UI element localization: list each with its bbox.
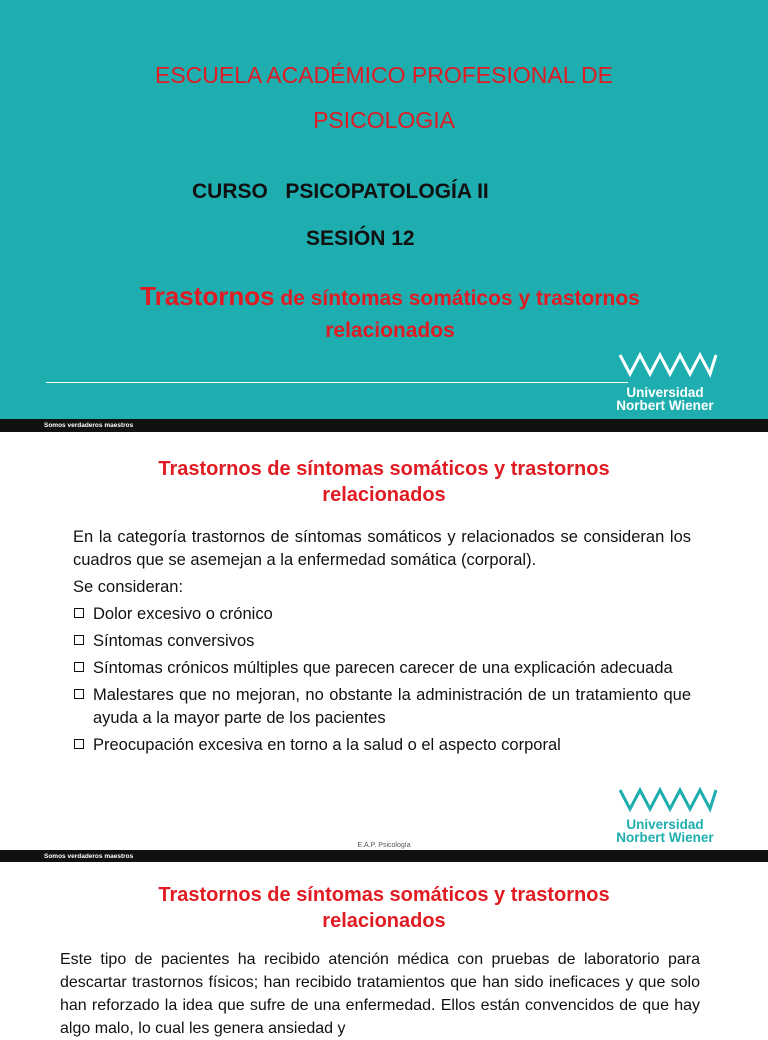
slide-title-line2: relacionados bbox=[322, 910, 446, 932]
footer-bar bbox=[0, 419, 768, 432]
logo-word-line2: Norbert Wiener bbox=[616, 830, 714, 845]
checkbox-bullet-icon bbox=[74, 662, 84, 672]
course-title: CURSO PSICOPATOLOGÍA II bbox=[192, 180, 489, 203]
department-caption: E.A.P. Psicología bbox=[357, 842, 411, 849]
content-slide-2 bbox=[0, 862, 768, 1037]
checkbox-bullet-icon bbox=[74, 608, 84, 618]
list-item-text: Malestares que no mejoran, no obstante la administración de un tratamiento que ayuda a la mayor parte de los pacientes bbox=[93, 686, 691, 727]
list-item bbox=[73, 657, 691, 680]
footer-slogan: Somos verdaderos maestros bbox=[44, 422, 134, 429]
topic-title bbox=[60, 280, 720, 347]
slide-body-paragraph: Este tipo de pacientes ha recibido atención médica con pruebas de laboratorio para descartar trastornos físicos; han recibido tratamientos que han sido ineficaces y que solo han reforzado la idea que sufre de una enfermedad. Ellos están convencidos de que hay algo malo, lo cual les genera ansiedad y bbox=[60, 951, 700, 1037]
list-item-text: Síntomas conversivos bbox=[93, 632, 255, 650]
logo-word-line1: Universidad bbox=[626, 385, 704, 400]
list-item-text: Dolor excesivo o crónico bbox=[93, 605, 273, 623]
checkbox-bullet-icon bbox=[74, 689, 84, 699]
slide-title bbox=[60, 456, 708, 508]
topic-title-emphasis: Trastornos bbox=[140, 281, 275, 311]
intro-paragraph: En la categoría trastornos de síntomas somáticos y relacionados se consideran los cuadros que se asemejan a la enfermedad somática (corporal). bbox=[73, 528, 691, 569]
checkbox-bullet-icon bbox=[74, 739, 84, 749]
slide-body bbox=[73, 526, 691, 761]
footer-slogan: Somos verdaderos maestros bbox=[44, 853, 134, 860]
school-name-line2: PSICOLOGIA bbox=[313, 107, 455, 133]
slide-title bbox=[60, 882, 708, 934]
session-label: SESIÓN 12 bbox=[306, 227, 415, 250]
list-item-text: Preocupación excesiva en torno a la salud o el aspecto corporal bbox=[93, 736, 561, 754]
logo-mark-icon bbox=[618, 788, 718, 812]
slide-title-line2: relacionados bbox=[322, 484, 446, 506]
list-item bbox=[73, 630, 691, 653]
slide-title-line1: Trastornos de síntomas somáticos y trastornos bbox=[158, 458, 610, 480]
topic-title-rest: de síntomas somáticos y trastornos bbox=[274, 287, 640, 310]
checkbox-bullet-icon bbox=[74, 635, 84, 645]
school-name-line1: ESCUELA ACADÉMICO PROFESIONAL DE bbox=[155, 62, 613, 88]
list-item bbox=[73, 734, 691, 757]
content-slide-1 bbox=[0, 432, 768, 862]
divider-line bbox=[46, 382, 628, 383]
topic-title-line2: relacionados bbox=[325, 319, 455, 342]
list-item bbox=[73, 603, 691, 626]
title-slide bbox=[0, 0, 768, 432]
list-heading: Se consideran: bbox=[73, 578, 184, 596]
list-item bbox=[73, 684, 691, 730]
logo-word-line2: Norbert Wiener bbox=[616, 398, 714, 413]
list-item-text: Síntomas crónicos múltiples que parecen carecer de una explicación adecuada bbox=[93, 659, 673, 677]
logo-word-line1: Universidad bbox=[626, 817, 704, 832]
slide-title-line1: Trastornos de síntomas somáticos y trastornos bbox=[158, 884, 610, 906]
logo-mark-icon bbox=[618, 353, 718, 377]
